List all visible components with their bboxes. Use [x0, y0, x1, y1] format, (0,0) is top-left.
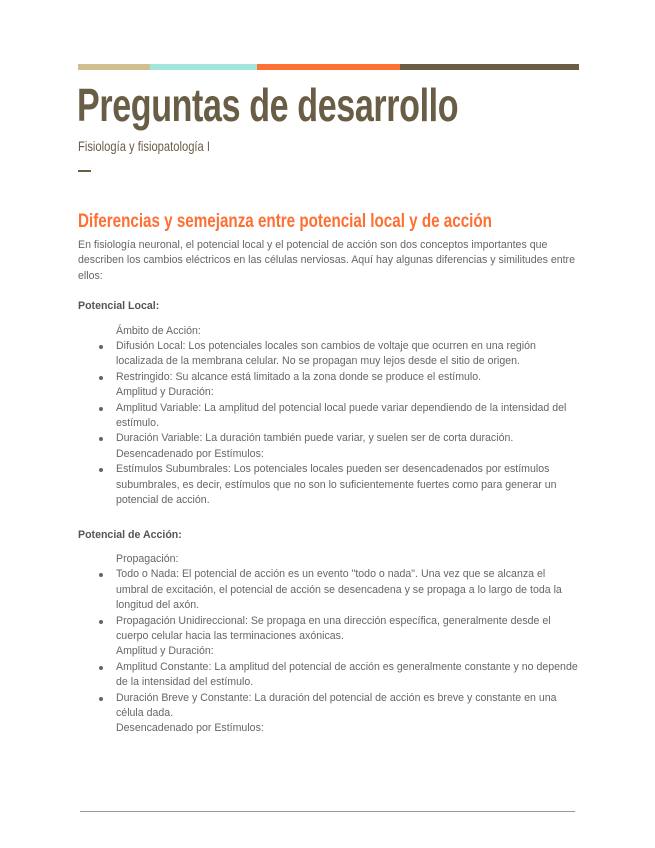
document-title: Preguntas de desarrollo [77, 79, 459, 131]
list-item: Duración Variable: La duración también puede variar, y suelen ser de corta duración. [116, 431, 580, 446]
subsection-title: Potencial de Acción: [78, 528, 182, 541]
bullet-list [78, 462, 580, 508]
list-item: Todo o Nada: El potencial de acción es un evento "todo o nada". Una vez que se alcanza el umbral de excitación, el potencial de acción se desencadena y se propaga a lo largo de toda la longitud del axón. [116, 567, 580, 613]
document-subtitle: Fisiología y fisiopatología I [78, 138, 210, 154]
group-label: Desencadenado por Estímulos: [116, 722, 264, 735]
accent-bar-tan [78, 64, 150, 70]
bullet-list [78, 401, 580, 447]
section-heading: Diferencias y semejanza entre potencial local y de acción [78, 211, 492, 232]
footer-divider [80, 811, 575, 812]
divider-dash [78, 170, 91, 172]
list-item: Restringido: Su alcance está limitado a la zona donde se produce el estímulo. [116, 370, 580, 385]
document-body [78, 238, 580, 737]
list-item: Amplitud Constante: La amplitud del potencial de acción es generalmente constante y no depende de la intensidad del estímulo. [116, 660, 580, 691]
bullet-list [78, 339, 580, 385]
list-item: Duración Breve y Constante: La duración del potencial de acción es breve y constante en una célula dada. [116, 691, 580, 722]
group-label: Amplitud y Duración: [116, 386, 214, 399]
list-item: Propagación Unidireccional: Se propaga en una dirección específica, generalmente desde el cuerpo celular hacia las terminaciones axónicas. [116, 614, 580, 645]
intro-paragraph: En fisiología neuronal, el potencial local y el potencial de acción son dos conceptos importantes que describen los cambios eléctricos en las células nerviosas. Aquí hay algunas diferencias y similitudes entre ellos: [78, 239, 575, 282]
accent-bar-orange [257, 64, 400, 70]
group-label: Ámbito de Acción: [116, 324, 201, 337]
group-label: Propagación: [116, 552, 179, 565]
subsection-title: Potencial Local: [78, 300, 160, 313]
list-item: Difusión Local: Los potenciales locales son cambios de voltaje que ocurren en una región localizada de la membrana celular. No se propagan muy lejos desde el sitio de origen. [116, 339, 580, 370]
bullet-list [78, 660, 580, 722]
bullet-list [78, 567, 580, 644]
accent-bar-brown [400, 64, 579, 70]
group-label: Amplitud y Duración: [116, 645, 214, 658]
group-label: Desencadenado por Estímulos: [116, 447, 264, 460]
accent-bar-teal [150, 64, 257, 70]
list-item: Amplitud Variable: La amplitud del potencial local puede variar dependiendo de la intensidad del estímulo. [116, 401, 580, 432]
list-item: Estímulos Subumbrales: Los potenciales locales pueden ser desencadenados por estímulos subumbrales, es decir, estímulos que no son lo suficientemente fuertes como para generar un potencial de acción. [116, 462, 580, 508]
